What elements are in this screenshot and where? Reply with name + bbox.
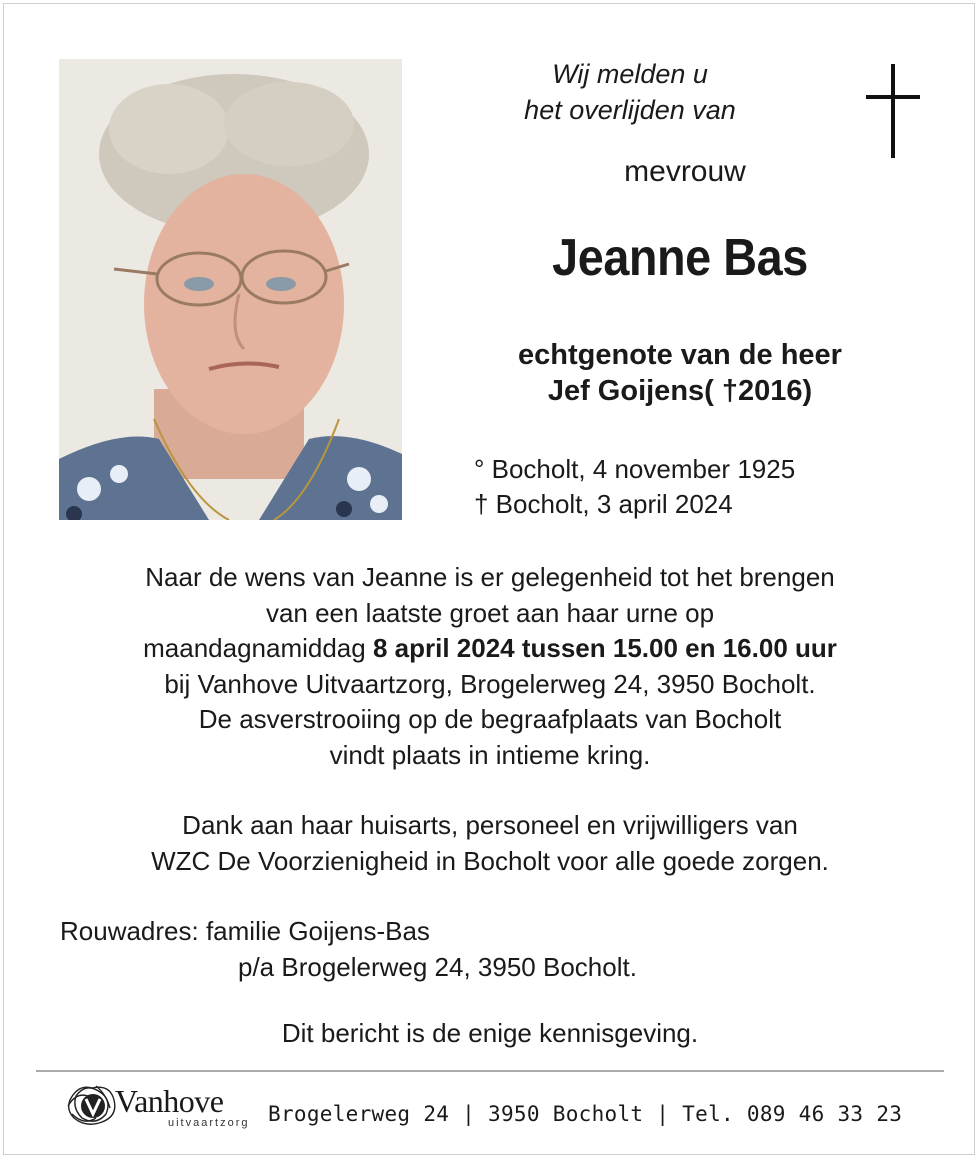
ceremony-line-3 — [30, 631, 950, 667]
address-line-2: p/a Brogelerweg 24, 3950 Bocholt. — [238, 952, 637, 982]
ceremony-line-4: bij Vanhove Uitvaartzorg, Brogelerweg 24, 3950 Bocholt. — [164, 668, 816, 699]
footer-divider — [36, 1070, 944, 1072]
spouse-line-2: Jef Goijens( †2016) — [547, 375, 813, 407]
thanks-line-2: WZC De Voorzienigheid in Bocholt voor alle goede zorgen. — [151, 845, 829, 876]
cross-icon — [866, 64, 920, 158]
spouse-info — [440, 337, 920, 409]
mourning-address — [60, 913, 637, 985]
portrait-photo — [59, 59, 402, 520]
deceased-name: Jeanne Bas — [552, 229, 808, 287]
notice-text: Dit bericht is de enige kennisgeving. — [281, 1018, 699, 1048]
address-line-1: Rouwadres: familie Goijens-Bas — [60, 916, 430, 946]
brand-name: Vanhove — [115, 1083, 224, 1119]
spouse-line-1: echtgenote van de heer — [518, 339, 842, 371]
ceremony-datetime: 8 april 2024 tussen 15.00 en 16.00 uur — [372, 633, 837, 663]
death-date: † Bocholt, 3 april 2024 — [474, 489, 733, 519]
ceremony-line-6: vindt plaats in intieme kring. — [329, 739, 651, 770]
thanks-line-1: Dank aan haar huisarts, personeel en vrijwilligers van — [182, 810, 798, 840]
honorific: mevrouw — [624, 155, 746, 188]
ceremony-line-3-prefix: maandagnamiddag — [143, 633, 373, 663]
ceremony-line-5: De asverstrooiing op de begraafplaats van Bocholt — [198, 704, 782, 734]
vanhove-logo-icon — [66, 1082, 118, 1126]
thanks-text — [30, 808, 950, 879]
intro-line-2: het overlijden van — [524, 95, 736, 125]
intro-line-1: Wij melden u — [552, 59, 708, 89]
ceremony-text — [30, 560, 950, 773]
brand-subtitle: uitvaartzorg — [168, 1117, 250, 1129]
life-dates — [474, 452, 795, 522]
intro-text — [470, 56, 790, 128]
birth-date: ° Bocholt, 4 november 1925 — [474, 454, 796, 484]
ceremony-line-2: van een laatste groet aan haar urne op — [265, 597, 715, 628]
ceremony-line-1: Naar de wens van Jeanne is er gelegenheid tot het brengen — [145, 562, 835, 592]
contact-info: Brogelerweg 24 | 3950 Bocholt | Tel. 089 46 33 23 — [268, 1102, 903, 1126]
